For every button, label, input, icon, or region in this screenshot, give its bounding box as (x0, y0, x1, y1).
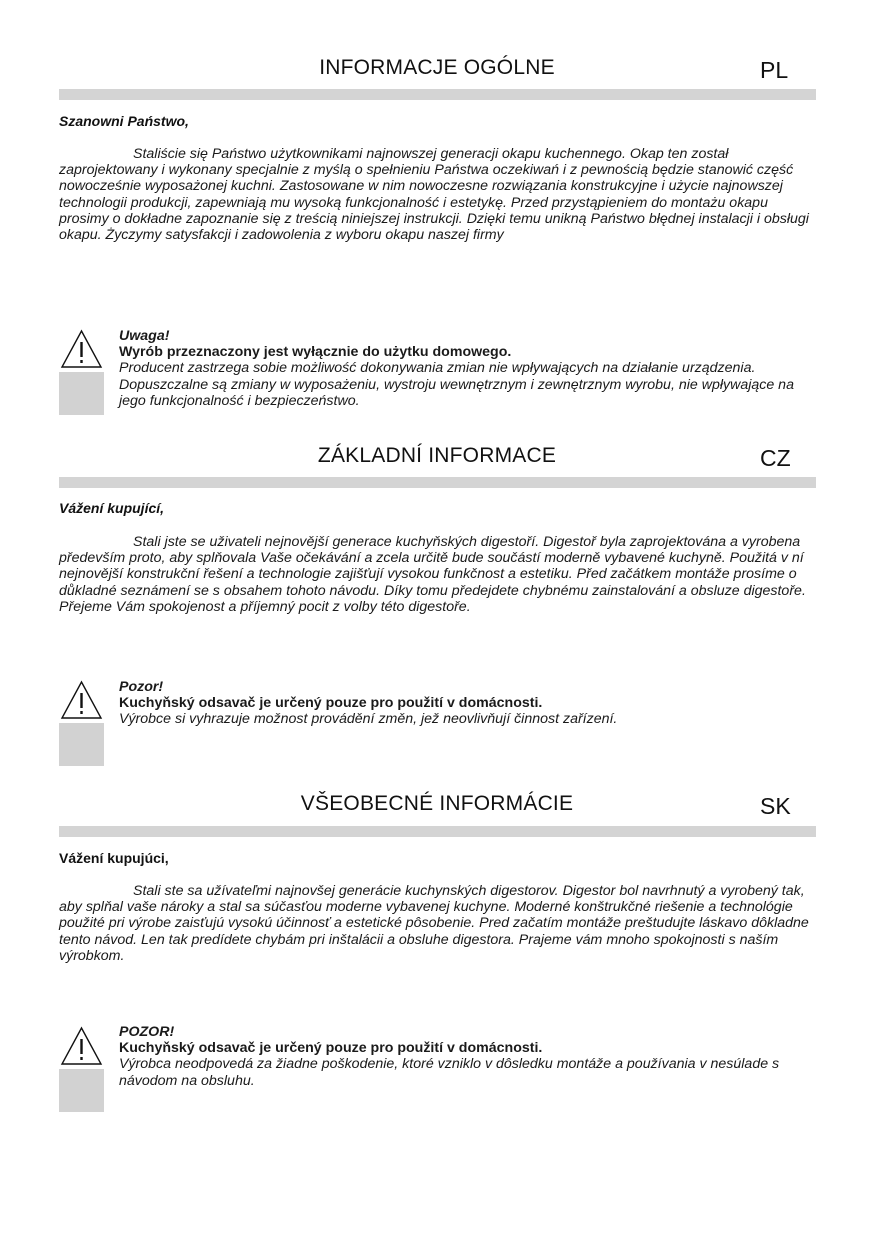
warning-title-sk: POZOR! (119, 1024, 175, 1040)
intro-paragraph-pl: Staliście się Państwo użytkownikami najnowszej generacji okapu kuchennego. Okap ten został zaprojektowany i wykonany specjalnie z myślą o spełnieniu Państwa oczekiwań i z pewnością będzie stanowić część nowocześnie wyposażonej kuchni. Zastosowane w nim nowoczesne rozwiązania konstrukcyjne i użycie najnowszej technologii produkcji, zapewniają mu wysoką funkcjonalność i estetykę. Przed przystąpieniem do montażu okapu prosimy o dokładne zapoznanie się z treścią niniejszej instrukcji. Dzięki temu unikną Państwo błędnej instalacji i obsługi okapu. Życzymy satysfakcji i zadowolenia z wyboru okapu naszej firmy (59, 146, 809, 244)
warning-text-cz (119, 679, 819, 728)
intro-paragraph-sk: Stali ste sa užívateľmi najnovšej generácie kuchynských digestorov. Digestor bol navrhnutý a vyrobený tak, aby splňal vaše nároky a stal sa súčasťou moderne vybavenej kuchyne. Moderné konštrukčné riešenie a technológie použité pri výrobe zaisťujú vysokú účinnosť a estetické pôsobenie. Pred začatím montáže preštudujte láskavo dôkladne tento návod. Len tak predídete chybám pri inštalácii a obsluhe digestora. Prajeme vám mnoho spokojnosti s naším výrobkom. (59, 883, 809, 964)
warning-description-sk: Výrobca neodpovedá za žiadne poškodenie, ktoré vzniklo v dôsledku montáže a používania v nesúlade s návodom na obsluhu. (119, 1056, 780, 1089)
warning-triangle-icon (59, 1024, 104, 1069)
warning-description-cz: Výrobce si vyhrazuje možnost provádění změn, jež neovlivňují činnost zařízení. (119, 711, 618, 728)
warning-triangle-icon (59, 678, 104, 723)
warning-text-pl (119, 328, 819, 409)
section-title-sk: VŠEOBECNÉ INFORMÁCIE (300, 792, 574, 815)
section-title-cz: ZÁKLADNÍ INFORMACE (317, 444, 557, 467)
header-divider-cz (59, 477, 816, 488)
warning-title-cz: Pozor! (119, 679, 164, 695)
warning-sidebar-cz (59, 678, 104, 766)
intro-paragraph-cz: Stali jste se uživateli nejnovější generace kuchyňských digestoří. Digestoř byla zaprojektována a vyrobena především proto, aby splňovala Vaše očekávání a zcela určitě bude součástí moderně vybavené kuchyně. Použitá v ní nejnovější konstrukční řešení a technologie zajišťují vysokou funkčnost a estetiku. Před začátkem montáže prosíme o důkladné seznámení se s obsahem tohoto návodu. Díky tomu předejdete chybnému zainstalování a obsluze digestoře. Přejeme Vám spokojenost a příjemný pocit z volby této digestoře. (59, 534, 806, 615)
section-title-pl: INFORMACJE OGÓLNE (319, 56, 555, 79)
warning-title-pl: Uwaga! (119, 328, 170, 344)
language-code-pl: PL (760, 57, 789, 83)
language-code-sk: SK (760, 793, 791, 819)
warning-text-sk (119, 1024, 819, 1089)
warning-triangle-icon (59, 327, 104, 372)
greeting-cz: Vážení kupující, (59, 500, 165, 516)
header-divider-pl (59, 89, 816, 100)
warning-sidebar-pl (59, 327, 104, 415)
warning-description-pl: Producent zastrzega sobie możliwość dokonywania zmian nie wpływających na działanie urządzenia. Dopuszczalne są zmiany w wyposażeniu, wystroju wewnętrznym i zewnętrznym wyrobu, nie wpływające na jego funkcjonalność i bezpieczeństwo. (119, 360, 794, 409)
warning-bold-pl: Wyrób przeznaczony jest wyłącznie do użytku domowego. (119, 344, 512, 361)
greeting-pl: Szanowni Państwo, (59, 113, 189, 129)
header-divider-sk (59, 826, 816, 837)
warning-bold-sk: Kuchyňský odsavač je určený pouze pro použití v domácnosti. (119, 1040, 543, 1057)
greeting-sk: Vážení kupujúci, (59, 850, 169, 866)
warning-sidebar-sk (59, 1024, 104, 1112)
warning-bold-cz: Kuchyňský odsavač je určený pouze pro použití v domácnosti. (119, 695, 543, 712)
language-code-cz: CZ (760, 445, 791, 471)
